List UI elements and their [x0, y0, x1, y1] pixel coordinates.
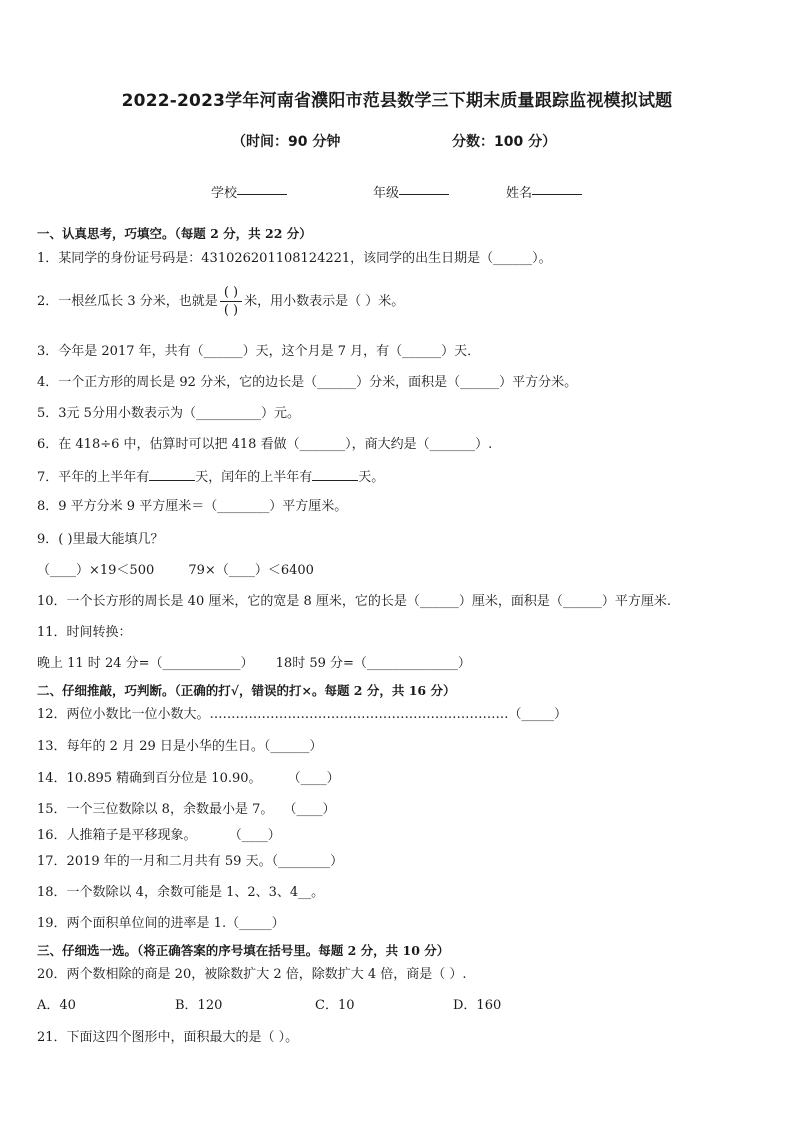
- question-7: [37, 468, 384, 486]
- question-4: 4．一个正方形的周长是 92 分米，它的边长是（______）分米，面积是（______）平方分米。: [37, 375, 578, 390]
- question-9-part-a: （____）×19＜500: [37, 563, 155, 578]
- question-12: 12．两位小数比一位小数大。……………………………………………………………（_____）: [37, 707, 568, 722]
- fraction-blank[interactable]: [220, 284, 242, 319]
- option-a[interactable]: A．40: [37, 998, 76, 1013]
- fraction-numerator: ( ): [223, 285, 239, 300]
- grade-field[interactable]: [373, 182, 399, 201]
- school-label: 学校: [211, 186, 238, 201]
- question-14: [37, 771, 340, 787]
- question-11-part-b: 18时 59 分=（______________）: [275, 656, 471, 671]
- question-11-part-a: 晚上 11 时 24 分=（____________）: [37, 656, 254, 671]
- question-13: 13．每年的 2 月 29 日是小华的生日。（______）: [37, 739, 323, 754]
- question-16-text: 16．人推箱子是平移现象。: [37, 828, 197, 843]
- blank-underline[interactable]: [149, 468, 195, 481]
- option-b[interactable]: B．120: [175, 998, 223, 1013]
- section-3-heading: 三、仔细选一选。（将正确答案的序号填在括号里。每题 2 分，共 10 分）: [37, 943, 450, 958]
- question-7-text-b: 天，闰年的上半年有: [195, 470, 313, 485]
- question-5: 5．3元 5分用小数表示为（__________）元。: [37, 406, 300, 421]
- option-c[interactable]: C．10: [315, 998, 355, 1013]
- question-15-text: 15．一个三位数除以 8，余数最小是 7。: [37, 802, 274, 817]
- question-20: 20．两个数相除的商是 20，被除数扩大 2 倍，除数扩大 4 倍，商是（ ）.: [37, 967, 467, 982]
- exam-title: 2022-2023学年河南省濮阳市范县数学三下期末质量跟踪监视模拟试题: [121, 91, 673, 111]
- question-17: 17．2019 年的一月和二月共有 59 天。（________）: [37, 854, 344, 869]
- exam-score: 分数：100 分）: [452, 134, 557, 150]
- question-16-blank[interactable]: （____）: [228, 828, 281, 843]
- fraction-denominator: ( ): [223, 303, 239, 318]
- question-9-part-b: 79×（____）＜6400: [188, 563, 314, 578]
- school-field[interactable]: [211, 182, 237, 201]
- question-7-text-c: 天。: [358, 470, 385, 485]
- question-1: 1．某同学的身份证号码是：431026201108124221，该同学的出生日期是（______）。: [37, 251, 552, 266]
- question-7-text-a: 7．平年的上半年有: [37, 470, 150, 485]
- question-2-text-a: 2．一根丝瓜长 3 分米，也就是: [37, 294, 218, 309]
- question-11-parts: [37, 656, 471, 672]
- section-2-heading: 二、仔细推敲，巧判断。（正确的打√，错误的打×。每题 2 分，共 16 分）: [37, 683, 456, 698]
- name-label: 姓名: [506, 186, 533, 201]
- question-3: 3．今年是 2017 年，共有（______）天，这个月是 7 月，有（______）天．: [37, 344, 481, 359]
- question-9-parts: [37, 563, 314, 579]
- name-field[interactable]: [506, 182, 532, 201]
- question-6: 6．在 418÷6 中，估算时可以把 418 看做（_______），商大约是（_______）.: [37, 437, 493, 452]
- option-d[interactable]: D．160: [453, 998, 502, 1013]
- question-2: [37, 284, 404, 319]
- question-18: 18．一个数除以 4，余数可能是 1、2、3、4__。: [37, 885, 325, 900]
- exam-time: （时间：90 分钟: [232, 134, 341, 150]
- blank-underline[interactable]: [312, 468, 358, 481]
- question-16: [37, 828, 281, 844]
- question-9: 9．( )里最大能填几？: [37, 532, 164, 547]
- question-21: 21．下面这四个图形中，面积最大的是（ ）。: [37, 1030, 299, 1045]
- question-15: [37, 802, 336, 818]
- question-15-blank[interactable]: （____）: [283, 802, 336, 817]
- question-11: 11．时间转换：: [37, 625, 132, 640]
- question-2-text-b: 米，用小数表示是（ ）米。: [244, 294, 405, 309]
- question-14-blank[interactable]: （____）: [287, 771, 340, 786]
- question-14-text: 14．10.895 精确到百分位是 10.90。: [37, 771, 262, 786]
- question-8: 8．9 平方分米 9 平方厘米＝（________）平方厘米。: [37, 499, 348, 514]
- grade-label: 年级: [373, 186, 400, 201]
- section-1-heading: 一、认真思考，巧填空。（每题 2 分，共 22 分）: [37, 226, 312, 241]
- question-19: 19．两个面积单位间的进率是 1.（_____）: [37, 916, 285, 931]
- question-10: 10．一个长方形的周长是 40 厘米，它的宽是 8 厘米，它的长是（______）厘米，面积是（______）平方厘米.: [37, 594, 672, 609]
